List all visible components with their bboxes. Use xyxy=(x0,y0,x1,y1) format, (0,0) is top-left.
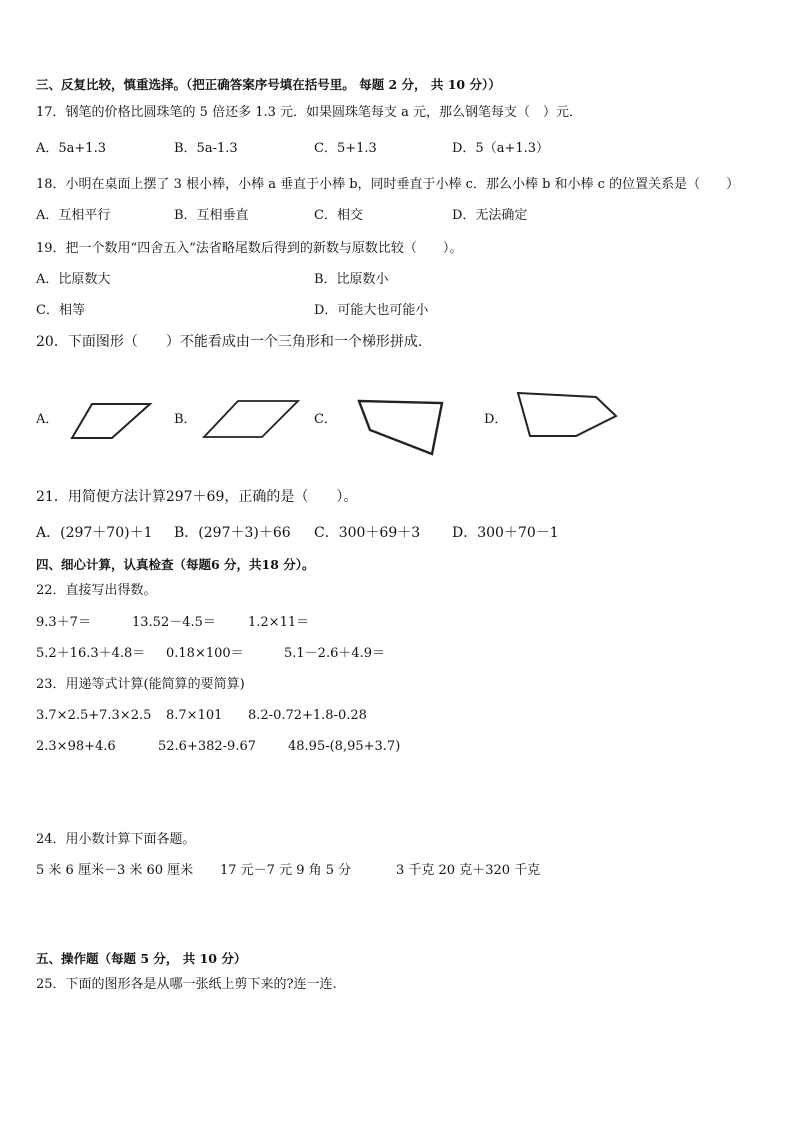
question-23-stem: 23．用递等式计算(能简算的要简算) xyxy=(36,677,245,692)
q24-item-1: 5 米 6 厘米－3 米 60 厘米 xyxy=(36,863,194,878)
q21-option-d: D．300＋70－1 xyxy=(452,525,559,541)
q22-item-2: 13.52－4.5＝ xyxy=(132,615,216,630)
q18-option-d: D．无法确定 xyxy=(452,208,528,223)
question-18-stem: 18．小明在桌面上摆了 3 根小棒，小棒 a 垂直于小棒 b，同时垂直于小棒 c．那么小棒 b 和小棒 c 的位置关系是（ ） xyxy=(36,177,740,192)
q24-item-2: 17 元－7 元 9 角 5 分 xyxy=(220,863,352,878)
question-22-stem: 22．直接写出得数。 xyxy=(36,583,157,598)
parallelogram-shape-a xyxy=(66,400,154,442)
q22-item-3: 1.2×11＝ xyxy=(248,615,310,630)
q19-option-d: D．可能大也可能小 xyxy=(314,303,429,318)
q19-option-b: B．比原数小 xyxy=(314,272,389,287)
q21-option-c: C．300＋69＋3 xyxy=(314,525,421,541)
q23-item-6: 48.95-(8,95+3.7) xyxy=(288,739,401,754)
q17-option-b: B．5a-1.3 xyxy=(174,141,238,156)
question-21-stem: 21．用简便方法计算297＋69，正确的是（ ）。 xyxy=(36,489,358,505)
section-5-heading: 五、操作题（每题 5 分， 共 10 分） xyxy=(36,951,247,966)
q18-option-b: B．互相垂直 xyxy=(174,208,249,223)
section-3-heading: 三、反复比较，慎重选择。（把正确答案序号填在括号里。 每题 2 分， 共 10 分）） xyxy=(36,77,501,92)
q23-item-3: 8.2-0.72+1.8-0.28 xyxy=(248,708,367,723)
question-19-stem: 19．把一个数用“四舍五入”法省略尾数后得到的新数与原数比较（ ）。 xyxy=(36,241,463,256)
q22-item-5: 0.18×100＝ xyxy=(166,646,244,661)
question-20-stem: 20．下面图形（ ）不能看成由一个三角形和一个梯形拼成. xyxy=(36,334,423,350)
q20-option-c: C． xyxy=(314,412,337,427)
q23-item-2: 8.7×101 xyxy=(166,708,223,723)
section-4-heading: 四、细心计算，认真检查（每题6 分，共18 分）。 xyxy=(36,557,315,572)
q17-option-d: D．5（a+1.3） xyxy=(452,141,550,156)
q19-option-a: A．比原数大 xyxy=(36,272,111,287)
q22-item-1: 9.3＋7＝ xyxy=(36,615,91,630)
q18-option-a: A．互相平行 xyxy=(36,208,111,223)
question-25-stem: 25．下面的图形各是从哪一张纸上剪下来的?连一连. xyxy=(36,977,337,992)
question-17-stem: 17．钢笔的价格比圆珠笔的 5 倍还多 1.3 元．如果圆珠笔每支 a 元，那么钢笔每支（ ）元． xyxy=(36,105,583,120)
q22-item-6: 5.1－2.6＋4.9＝ xyxy=(284,646,386,661)
q21-option-a: A．(297＋70)＋1 xyxy=(36,525,153,541)
q17-option-c: C．5+1.3 xyxy=(314,141,377,156)
parallelogram-shape-b xyxy=(200,397,302,441)
q20-option-b: B． xyxy=(174,412,197,427)
pentagon-shape-d xyxy=(512,388,624,442)
q20-option-a: A． xyxy=(36,412,59,427)
question-24-stem: 24．用小数计算下面各题。 xyxy=(36,832,196,847)
q24-item-3: 3 千克 20 克＋320 千克 xyxy=(396,863,541,878)
q23-item-5: 52.6+382-9.67 xyxy=(158,739,256,754)
q21-option-b: B．(297＋3)＋66 xyxy=(174,525,291,541)
q20-option-d: D． xyxy=(484,412,508,427)
q18-option-c: C．相交 xyxy=(314,208,363,223)
q23-item-1: 3.7×2.5+7.3×2.5 xyxy=(36,708,152,723)
quadrilateral-shape-c xyxy=(354,396,450,458)
q19-option-c: C．相等 xyxy=(36,303,85,318)
q23-item-4: 2.3×98+4.6 xyxy=(36,739,116,754)
q17-option-a: A．5a+1.3 xyxy=(36,141,106,156)
q22-item-4: 5.2＋16.3＋4.8＝ xyxy=(36,646,146,661)
